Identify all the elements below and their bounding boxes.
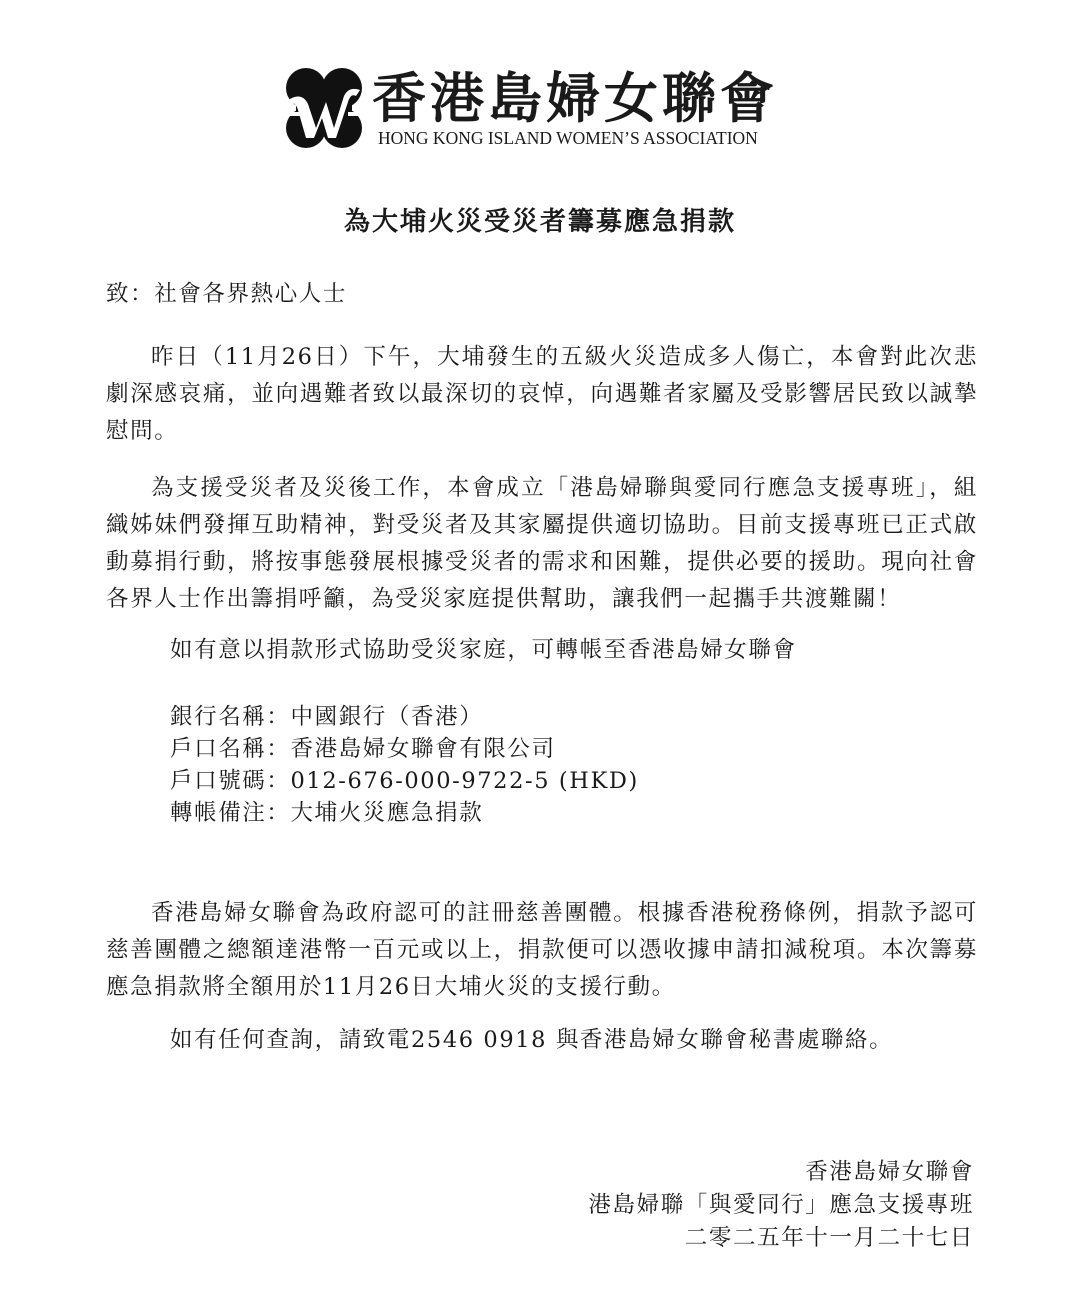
org-name-chinese: 香港島婦女聯會 — [372, 67, 778, 130]
account-number: 戶口號碼：012-676-000-9722-5 (HKD) — [170, 768, 639, 794]
paragraph-condolence: 昨日（11月26日）下午，大埔發生的五級火災造成多人傷亡，本會對此次悲劇深感哀痛，並向遇難者致以最深切的哀悼，向遇難者家屬及受影響居民致以誠摯慰問。 — [106, 344, 978, 444]
hkiwa-w-logo-icon — [282, 66, 366, 150]
paragraph-support-task-force: 為支援受災者及災後工作，本會成立「港島婦聯與愛同行應急支援專班」，組織姊妹們發揮互助精神，對受災者及其家屬提供適切協助。目前支援專班已正式啟動募捐行動，將按事態發展根據受災者的需求和困難，提供必要的援助。現向社會各界人士作出籌捐呼籲，為受災家庭提供幫助，讓我們一起攜手共渡難關！ — [106, 475, 978, 612]
document-title: 為大埔火災受災者籌募應急捐款 — [343, 207, 736, 237]
paragraph-tax-deduction: 香港島婦女聯會為政府認可的註冊慈善團體。根據香港稅務條例，捐款予認可慈善團體之總額達港幣一百元或以上，捐款便可以憑收據申請扣減稅項。本次籌募應急捐款將全額用於11月26日大埔火災的支援行動。 — [106, 900, 978, 1000]
signature-date: 二零二五年十一月二十七日 — [684, 1225, 974, 1251]
letterhead — [282, 66, 812, 158]
signature-org: 香港島婦女聯會 — [805, 1159, 974, 1185]
signature-unit: 港島婦聯「與愛同行」應急支援專班 — [588, 1192, 974, 1218]
enquiry-line: 如有任何查詢，請致電2546 0918 與香港島婦女聯會秘書處聯絡。 — [170, 1027, 894, 1053]
org-name-english: HONG KONG ISLAND WOMEN’S ASSOCIATION — [378, 128, 758, 148]
salutation: 致：社會各界熱心人士 — [106, 281, 348, 307]
transfer-intro: 如有意以捐款形式協助受災家庭，可轉帳至香港島婦女聯會 — [170, 637, 797, 663]
account-name: 戶口名稱：香港島婦女聯會有限公司 — [170, 736, 556, 762]
bank-name: 銀行名稱：中國銀行（香港） — [170, 704, 484, 730]
transfer-remark: 轉帳備注：大埔火災應急捐款 — [170, 800, 484, 826]
